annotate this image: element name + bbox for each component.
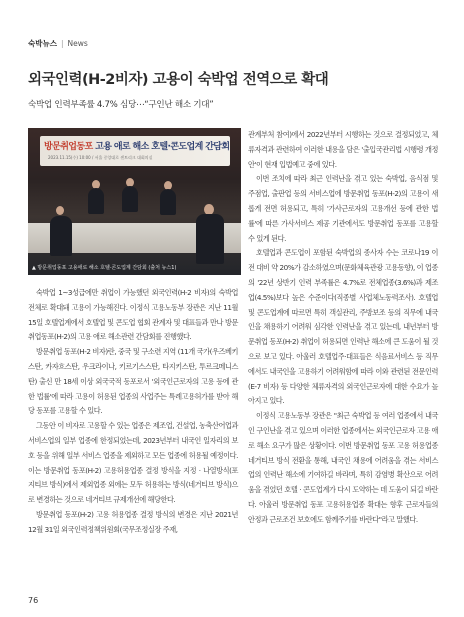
article-subtitle: 숙박업 인력부족률 4.7% 심당⋯“구인난 해소 기대”: [28, 100, 214, 110]
article-body-right: [248, 128, 438, 528]
paragraph: 숙박업 1~3성급에만 취업이 가능했던 외국인력(H-2 비자)의 숙박업 전체로 확대돼 고용이 가능해진다. 이정식 고용노동부 장관은 지난 11월 15일 호텔업계에서 호텔업 및 콘도업 협회 관계자 및 대표들과 만나 방문취업동포(H-2)의 고용 애로 해소관련 간담회를 진행했다.: [28, 288, 238, 342]
section-separator: |: [60, 39, 64, 48]
article-photo: [28, 128, 241, 275]
banner-title-red: 방문취업동포: [44, 142, 93, 152]
banner-meta: 2023.11.15(수) 10:00 / 서울 중앙대로 센트리크 대회의실: [48, 155, 153, 160]
attendee: [160, 189, 176, 215]
page-number: 76: [28, 596, 39, 605]
section-header: [28, 38, 88, 49]
attendee: [122, 186, 138, 212]
paragraph: 방문취업 동포(H-2) 고용 허용업종 결정 방식의 변경은 지난 2021년 12월 31일 외국인력정책위원회(국무조정실장 주재,: [28, 509, 238, 534]
event-banner: [40, 136, 230, 166]
photo-caption: ▲ 방문취업동포 고용애로 해소 호텔·콘도업계 간담회 (출처 뉴스1): [32, 265, 177, 271]
paragraph: 방문취업 동포(H-2 비자)란, 중국 및 구소련 지역 (11개 국가(우즈베키스탄, 카자흐스탄, 우크라이나, 키르기스스탄, 타지키스탄, 투르크메니스탄) 출신 만 18세 이상 외국국적 동포로서 '외국인근로자의 고용 등에 관한 법률'에 따라 고용이 허용된 업종의 사업주는 특례고용허가를 받아 해당 동포를 고용할 수 있다.: [28, 347, 238, 416]
attendee: [50, 216, 72, 256]
paragraph: 이정식 고용노동부 장관은 "최근 숙박업 등 여러 업종에서 내국인 구인난을 겪고 있으며 이러한 업종에서는 외국인근로자 고용 애로 해소 요구가 많은 상황이다. 이번 방문취업 동포 고용 허용업종 네거티브 방식 전환을 통해, 내국인 채용에 어려움을 겪는 서비스업의 인력난 해소에 기여하길 바라며, 특히 감염병 확산으로 어려움을 겪었던 호텔 · 콘도업계가 다시 도약하는 데 도움이 되길 바란다. 아울러 방문취업 동포 고용허용업종 확대는 향후 근로자들의 안정과 근로조건 보호에도 함께주기를 바란다"라고 말했다.: [248, 411, 438, 524]
paragraph: 그동안 이 비자로 고용할 수 있는 업종은 제조업, 건설업, 농축산어업과 서비스업의 일부 업종에 한정되었는데, 2023년부터 내국인 일자리의 보호 등을 위해 일부 서비스 업종을 제외하고 모든 업종에 허용될 예정이다. 이는 방문취업 동포(H-2) 고용허용업종 결정 방식을 지정 · 나열방식(포지티브 방식)에서 제외업종 외에는 모두 허용하는 방식(네거티브 방식)으로 변경하는 것으로 네거티브 규제개선에 해당한다.: [28, 421, 238, 505]
banner-title-dark: 고용 애로 해소 호텔·콘도업계 간담회: [92, 142, 230, 152]
paragraph: 호텔업과 콘도업이 포함된 숙박업의 종사자 수는 코로나19 이전 대비 약 20%가 감소하였으며(문화체육관광 고용동향), 이 업종의 '22년 상반기 인력 부족률은 4.7%로 전체업종(3.6%)과 제조업(4.5%)보다 높은 수준이다(직종별 사업체노동력조사). 호텔업 및 콘도업계에 따르면 특히 객실관리, 주방보조 등의 직무에 내국인을 채용하기 어려워 심각한 인력난을 겪고 있는데, 내년부터 방문취업 동포(H-2) 취업이 허용되면 인력난 해소에 큰 도움이 될 것으로 보고 있다. 아울러 호텔업주·대표들은 식음료서비스 등 직무에서도 내국인을 고용하기 어려워함에 따라 이와 관련된 전문인력(E-7 비자) 등 다양한 체류자격의 외국인근로자에 대한 수요가 높아지고 있다.: [248, 248, 438, 406]
banner-title: [44, 139, 230, 152]
article-title: 외국인력(H-2비자) 고용이 숙박업 전역으로 확대: [28, 72, 329, 88]
paragraph: 이번 조치에 따라 최근 인력난을 겪고 있는 숙박업, 음식점 및 주점업, 출판업 등의 서비스업에 방문취업 동포(H-2)의 고용이 새롭게 전면 허용되고, 특히 '가사근로자의 고용개선 등에 관한 법률'에 따른 가사서비스 제공 기관에서도 방문취업 동포를 고용할 수 있게 된다.: [248, 174, 438, 243]
section-label: 숙박뉴스: [28, 39, 57, 48]
paragraph: 관계부처 참여)에서 2022년부터 시행하는 것으로 결정되었고, 체류자격과 관련하여 이러한 내용을 담은 '출입국관리법 시행령 개정안'이 현재 입법예고 중에 있다.: [248, 130, 438, 169]
article-body-left: [28, 286, 238, 538]
section-category: News: [67, 39, 88, 48]
attendee: [88, 188, 104, 214]
attendee: [196, 214, 224, 264]
attendee-head: [56, 206, 64, 215]
